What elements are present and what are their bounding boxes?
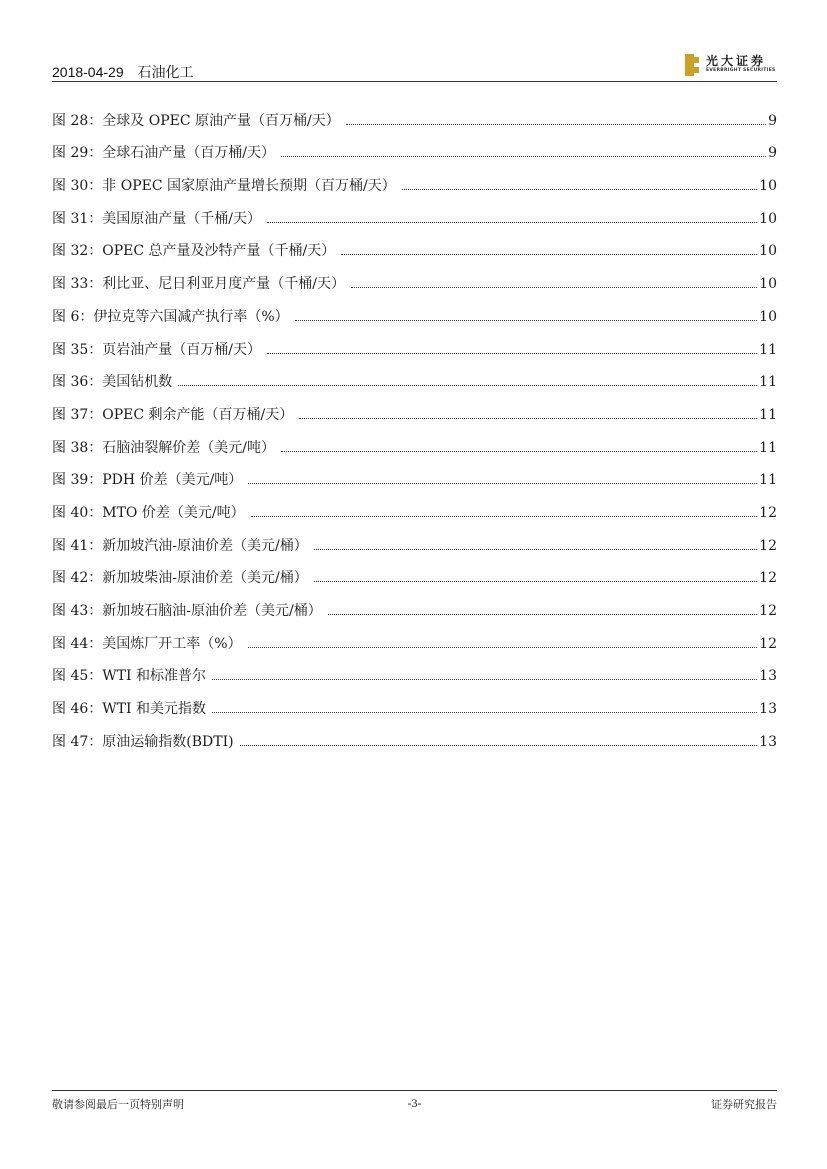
header-divider [52, 81, 777, 82]
toc-entry[interactable] [52, 131, 777, 164]
toc-entry[interactable] [52, 686, 777, 719]
toc-entry[interactable] [52, 490, 777, 523]
toc-entry-label: 图 42：新加坡柴油-原油价差（美元/桶） [52, 570, 308, 587]
toc-dot-leader [314, 549, 757, 550]
toc-entry[interactable] [52, 196, 777, 229]
toc-entry-page: 11 [759, 341, 777, 358]
toc-entry-page: 9 [768, 112, 777, 129]
toc-entry-label: 图 45：WTI 和标准普尔 [52, 668, 206, 685]
toc-entry-label: 图 29：全球石油产量（百万桶/天） [52, 145, 275, 162]
toc-entry-page: 11 [759, 439, 777, 456]
toc-entry-page: 12 [759, 570, 777, 587]
toc-dot-leader [240, 745, 758, 746]
toc-entry[interactable] [52, 654, 777, 687]
toc-dot-leader [295, 320, 758, 321]
toc-entry-label: 图 36：美国钻机数 [52, 374, 173, 391]
toc-entry[interactable] [52, 556, 777, 589]
toc-entry-page: 12 [759, 635, 777, 652]
toc-dot-leader [299, 418, 757, 419]
toc-dot-leader [346, 124, 766, 125]
page-number: -3- [407, 1096, 422, 1110]
toc-dot-leader [314, 581, 757, 582]
toc-entry-label: 图 38：石脑油裂解价差（美元/吨） [52, 439, 275, 456]
toc-entry-page: 11 [759, 406, 777, 423]
company-logo [685, 52, 777, 78]
toc-entry-page: 11 [759, 374, 777, 391]
toc-entry[interactable] [52, 425, 777, 458]
toc-entry[interactable] [52, 261, 777, 294]
toc-entry-label: 图 46：WTI 和美元指数 [52, 701, 206, 718]
toc-entry-page: 12 [759, 504, 777, 521]
toc-entry[interactable] [52, 621, 777, 654]
toc-entry[interactable] [52, 588, 777, 621]
toc-entry[interactable] [52, 163, 777, 196]
toc-dot-leader [178, 385, 757, 386]
toc-entry-label: 图 44：美国炼厂开工率（%） [52, 635, 242, 652]
toc-entry-page: 13 [759, 733, 777, 750]
toc-entry-page: 12 [759, 537, 777, 554]
toc-dot-leader [212, 712, 757, 713]
toc-entry-page: 13 [759, 668, 777, 685]
toc-dot-leader [267, 222, 757, 223]
toc-entry-page: 10 [759, 210, 777, 227]
toc-entry-label: 图 33：利比亚、尼日利亚月度产量（千桶/天） [52, 276, 345, 293]
page-header [52, 50, 777, 83]
toc-entry-label: 图 39：PDH 价差（美元/吨） [52, 472, 243, 489]
toc-entry[interactable] [52, 523, 777, 556]
toc-dot-leader [402, 189, 757, 190]
toc-entry-label: 图 37：OPEC 剩余产能（百万桶/天） [52, 406, 294, 423]
report-date: 2018-04-29 [52, 64, 124, 80]
logo-mark-icon [685, 54, 699, 76]
toc-entry-label: 图 40：MTO 价差（美元/吨） [52, 504, 245, 521]
toc-entry-label: 图 35：页岩油产量（百万桶/天） [52, 341, 261, 358]
toc-entry[interactable] [52, 229, 777, 262]
logo-text-cn: 光大证券 [706, 54, 767, 68]
toc-entry-page: 10 [759, 178, 777, 195]
toc-dot-leader [281, 451, 757, 452]
toc-entry-label: 图 43：新加坡石脑油-原油价差（美元/桶） [52, 603, 322, 619]
figure-toc-list [52, 98, 777, 752]
toc-dot-leader [248, 647, 758, 648]
toc-entry-page: 12 [759, 603, 777, 619]
toc-entry-page: 10 [759, 243, 777, 260]
toc-entry-label: 图 41：新加坡汽油-原油价差（美元/桶） [52, 537, 308, 554]
toc-entry[interactable] [52, 294, 777, 327]
toc-entry[interactable] [52, 360, 777, 393]
toc-entry-page: 10 [759, 276, 777, 293]
toc-entry-label: 图 47：原油运输指数(BDTI) [52, 733, 234, 750]
toc-dot-leader [251, 516, 758, 517]
footer-disclaimer: 敬请参阅最后一页特别声明 [52, 1098, 184, 1111]
toc-entry[interactable] [52, 392, 777, 425]
footer-doc-type: 证券研究报告 [711, 1098, 777, 1111]
toc-entry-label: 图 6：伊拉克等六国减产执行率（%） [52, 308, 289, 325]
toc-entry-page: 13 [759, 701, 777, 718]
toc-dot-leader [248, 483, 757, 484]
footer-divider [52, 1090, 777, 1091]
toc-entry-page: 10 [759, 308, 777, 325]
toc-dot-leader [281, 156, 766, 157]
toc-entry-label: 图 28：全球及 OPEC 原油产量（百万桶/天） [52, 112, 340, 129]
industry-name: 石油化工 [137, 64, 194, 80]
toc-dot-leader [328, 614, 757, 615]
logo-text-en: EVERBRIGHT SECURITIES [706, 68, 776, 73]
toc-entry[interactable] [52, 98, 777, 131]
toc-dot-leader [351, 287, 757, 288]
header-meta [52, 62, 204, 82]
toc-dot-leader [212, 679, 757, 680]
toc-entry-page: 9 [768, 145, 777, 162]
toc-entry-page: 11 [759, 472, 777, 489]
page-footer [52, 1090, 777, 1120]
toc-entry-label: 图 30：非 OPEC 国家原油产量增长预期（百万桶/天） [52, 178, 396, 195]
toc-entry-label: 图 31：美国原油产量（千桶/天） [52, 210, 261, 227]
toc-dot-leader [267, 353, 757, 354]
toc-entry-label: 图 32：OPEC 总产量及沙特产量（千桶/天） [52, 243, 336, 260]
toc-entry[interactable] [52, 458, 777, 491]
toc-dot-leader [341, 254, 757, 255]
toc-entry[interactable] [52, 719, 777, 752]
toc-entry[interactable] [52, 327, 777, 360]
